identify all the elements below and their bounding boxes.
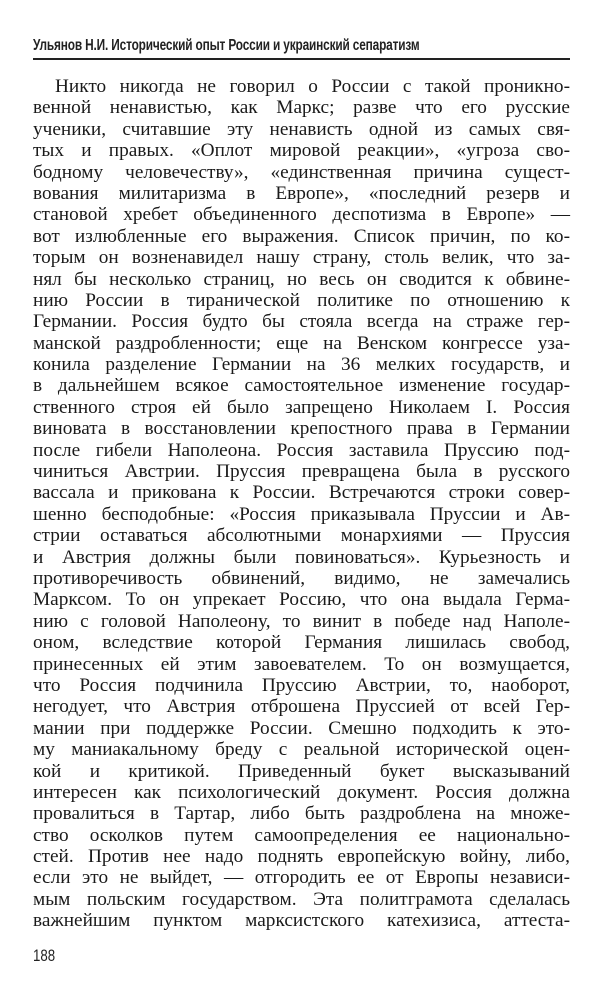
text-line: вассала и прикована к России. Встречаются строки совер- [33,482,570,504]
text-line: Марксом. То он упрекает Россию, что она выдала Герма- [33,589,570,611]
text-line: стей. Против нее надо поднять европейскую войну, либо, [33,846,570,868]
page-number: 188 [33,946,56,965]
text-line: противоречивость обвинений, видимо, не замечались [33,567,570,589]
text-line: оном, вследствие которой Германия лишилась свобод, [33,632,570,654]
text-line: нию с головой Наполеону, то винит в победе над Наполе- [33,610,570,632]
text-line: конила разделение Германии на 36 мелких государств, и [33,354,570,376]
book-title: Ульянов Н.И. Исторический опыт России и украинский сепаратизм [33,37,420,54]
text-line: мым польским государством. Эта политграмота сделалась [33,888,570,910]
text-line: манской раздробленности; еще на Венском конгрессе уза- [33,332,570,354]
text-line: Германии. Россия будто бы стояла всегда на страже гер- [33,311,570,333]
text-line: провалиться в Тартар, либо быть раздроблена на множе- [33,803,570,825]
text-line: бодному человечеству», «единственная причина сущест- [33,161,570,183]
text-line: вования милитаризма в Европе», «последний резерв и [33,182,570,204]
text-line: шенно бесподобные: «Россия приказывала Пруссии и Ав- [33,503,570,525]
text-line: если это не выйдет, — отгородить ее от Европы независи- [33,867,570,889]
text-line: и Австрия должны были повиноваться». Курьезность и [33,546,570,568]
text-line: после гибели Наполеона. Россия заставила Пруссию под- [33,439,570,461]
text-line: стрии оставаться абсолютными монархиями — Пруссия [33,525,570,547]
text-line: в дальнейшем всякое самостоятельное изменение государ- [33,375,570,397]
text-line: становой хребет объединенного деспотизма в Европе» — [33,204,570,226]
text-line: нию России в тиранической политике по отношению к [33,289,570,311]
body-text [33,76,570,932]
text-line: виновата в восстановлении крепостного права в Германии [33,418,570,440]
text-line: Никто никогда не говорил о России с такой проникно- [55,76,570,97]
text-line: чиниться Австрии. Пруссия превращена была в русского [33,461,570,483]
text-line: нял бы несколько страниц, но весь он сводится к обвине- [33,268,570,290]
text-line: тых и правых. «Оплот мировой реакции», «угроза сво- [33,140,570,162]
text-line: ученики, считавшие эту ненависть одной из самых свя- [33,118,570,140]
text-line: принесенных ей этим завоевателем. То он возмущается, [33,653,570,675]
text-line: му маниакальному бреду с реальной исторической оцен- [33,739,570,761]
text-line: торым он возненавидел нашу страну, столь велик, что за- [33,247,570,269]
text-line: мании при поддержке России. Смешно подходить к это- [33,717,570,739]
text-line: вот излюбленные его выражения. Список причин, по ко- [33,225,570,247]
text-line: ство осколков путем самоопределения ее национально- [33,824,570,846]
text-line: ственного строя ей было запрещено Николаем I. Россия [33,396,570,418]
text-line: кой и критикой. Приведенный букет высказываний [33,760,570,782]
text-line: что Россия подчинила Пруссию Австрии, то, наоборот, [33,674,570,696]
text-line: негодует, что Австрия отброшена Пруссией от всей Гер- [33,696,570,718]
text-line: важнейшим пунктом марксистского катехизиса, аттеста- [33,910,570,932]
text-line: интересен как психологический документ. Россия должна [33,781,570,803]
running-header [33,34,570,60]
text-line: венной ненавистью, как Маркс; разве что его русские [33,97,570,119]
